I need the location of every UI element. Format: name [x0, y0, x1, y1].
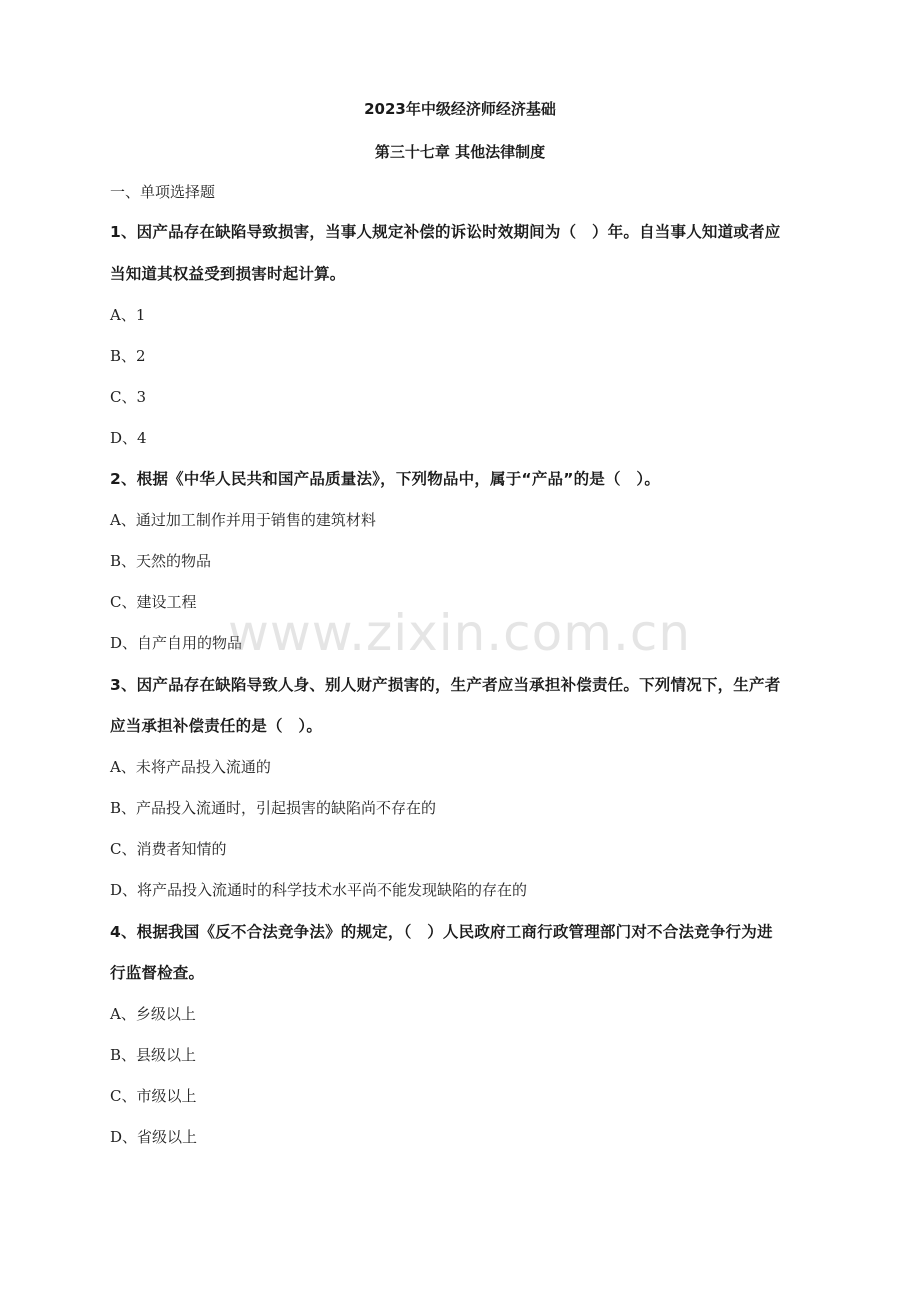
- question-2-option-d: D、自产自用的物品: [110, 634, 243, 652]
- watermark: www.zixin.com.cn: [228, 604, 692, 662]
- question-2-option-c: C、建设工程: [110, 593, 197, 611]
- question-3-option-a: A、未将产品投入流通的: [110, 758, 271, 776]
- question-1-option-c: C、3: [110, 388, 147, 406]
- question-3-option-b: B、产品投入流通时，引起损害的缺陷尚不存在的: [110, 799, 437, 817]
- question-3-stem-cont: 应当承担补偿责任的是（ ）。: [110, 717, 323, 735]
- chapter-title: 第三十七章 其他法律制度: [374, 143, 546, 161]
- question-4-stem: 4、根据我国《反不合法竞争法》的规定，（ ）人民政府工商行政管理部门对不合法竞争行为进: [110, 923, 773, 941]
- document-title: 2023年中级经济师经济基础: [364, 100, 556, 118]
- question-2-option-b: B、天然的物品: [110, 552, 212, 570]
- question-4-option-a: A、乡级以上: [110, 1005, 196, 1023]
- question-4-option-c: C、市级以上: [110, 1087, 197, 1105]
- question-1-option-d: D、4: [110, 429, 147, 447]
- question-3-option-c: C、消费者知情的: [110, 840, 227, 858]
- section-heading: 一、单项选择题: [110, 183, 216, 201]
- question-1-stem-cont: 当知道其权益受到损害时起计算。: [110, 265, 346, 283]
- question-1-option-a: A、1: [110, 306, 146, 324]
- question-4-option-d: D、省级以上: [110, 1128, 198, 1146]
- question-4-stem-cont: 行监督检查。: [110, 964, 205, 982]
- question-2-option-a: A、通过加工制作并用于销售的建筑材料: [110, 511, 376, 529]
- question-4-option-b: B、县级以上: [110, 1046, 197, 1064]
- question-3-stem: 3、因产品存在缺陷导致人身、别人财产损害的，生产者应当承担补偿责任。下列情况下，生产者: [110, 676, 781, 694]
- question-3-option-d: D、将产品投入流通时的科学技术水平尚不能发现缺陷的存在的: [110, 881, 528, 899]
- question-2-stem: 2、根据《中华人民共和国产品质量法》，下列物品中，属于“产品”的是（ ）。: [110, 470, 661, 488]
- question-1-option-b: B、2: [110, 347, 146, 365]
- question-1-stem: 1、因产品存在缺陷导致损害，当事人规定补偿的诉讼时效期间为（ ）年。自当事人知道或者应: [110, 223, 781, 241]
